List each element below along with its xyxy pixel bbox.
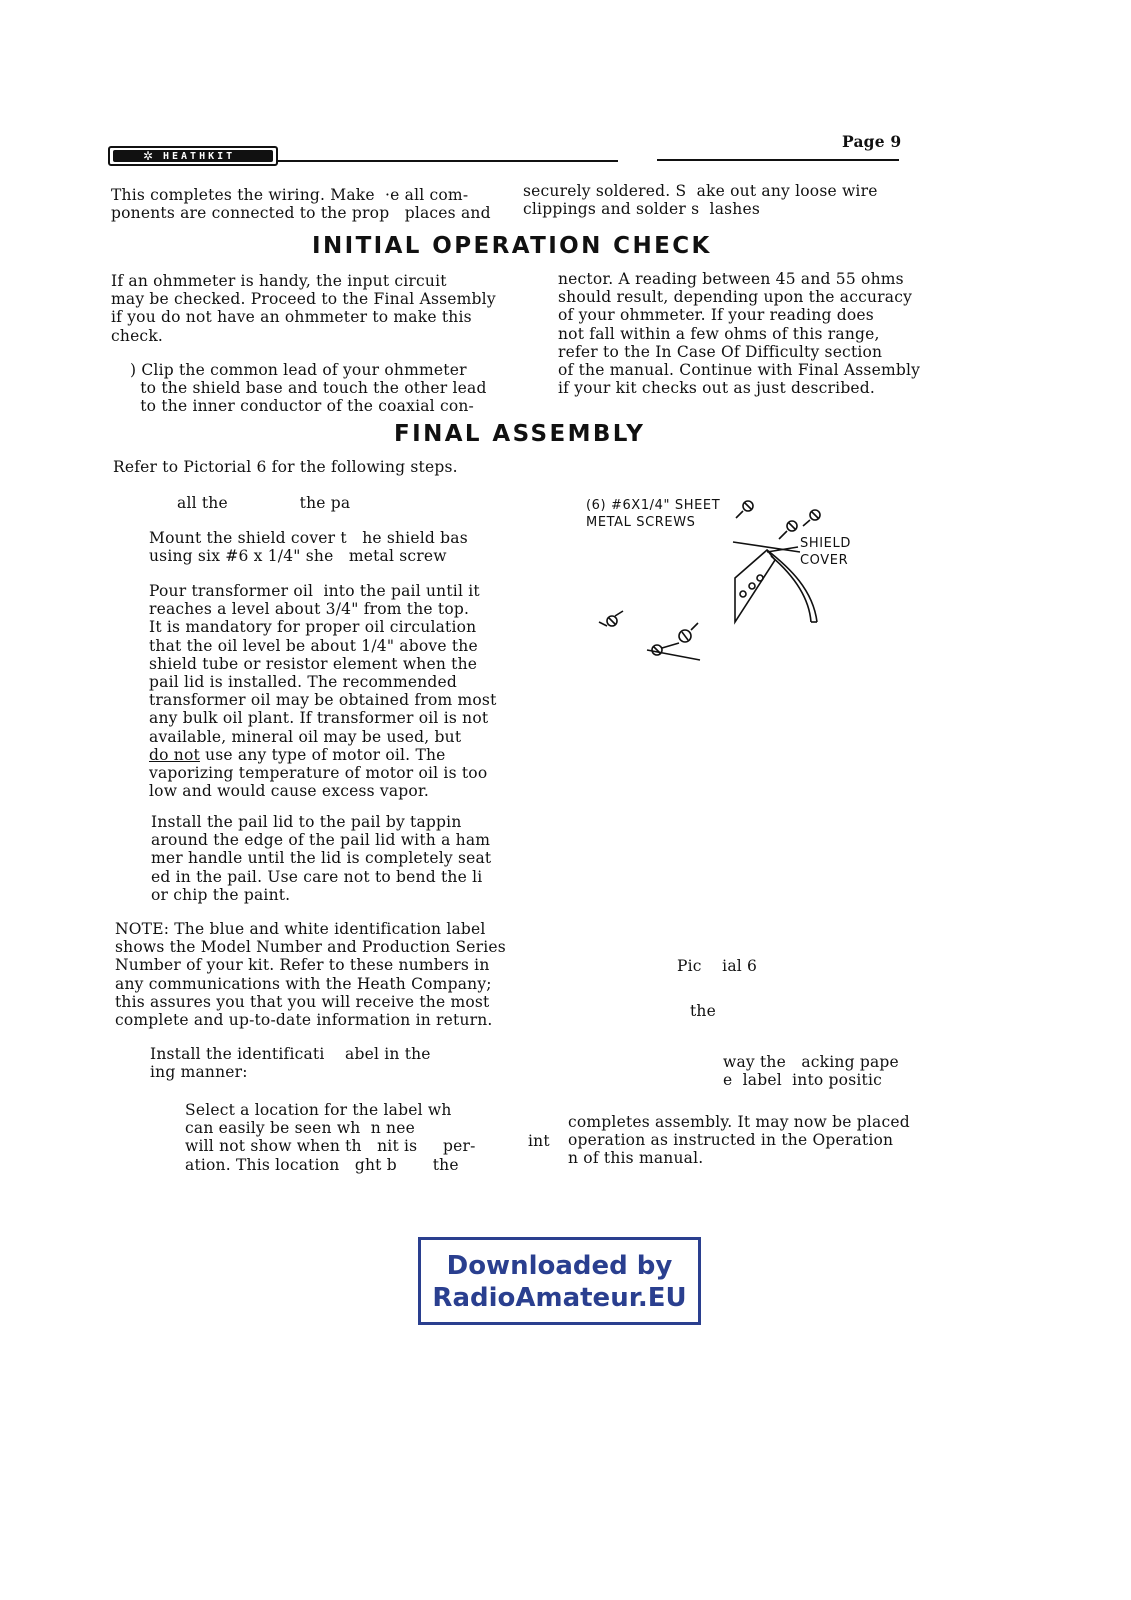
header-rule-left: [278, 160, 618, 162]
text-line: should result, depending upon the accuracy: [558, 288, 913, 307]
text-line: NOTE: The blue and white identification label: [115, 920, 486, 938]
text-line: pail lid is installed. The recommended: [149, 673, 458, 692]
text-line: clippings and solder s lashes: [523, 200, 761, 219]
text-line: securely soldered. S ake out any loose wire: [523, 182, 878, 200]
page-number: Page 9: [842, 132, 902, 151]
pictorial-6-drawing: [585, 490, 845, 690]
heathkit-logo: [108, 146, 278, 166]
screw-icon: [803, 510, 820, 526]
text-line: available, mineral oil may be used, but: [149, 727, 462, 746]
text-line: transformer oil may be obtained from most: [149, 691, 497, 710]
watermark-line-1: Downloaded by: [446, 1251, 673, 1281]
text-line: vaporizing temperature of motor oil is too: [149, 764, 488, 783]
text-line: This completes the wiring. Make ·e all com-: [111, 186, 469, 204]
right-end-paragraph: [568, 1113, 910, 1168]
text-line: all the the pa: [177, 494, 351, 512]
text-line: Number of your kit. Refer to these numbers in: [115, 956, 490, 975]
text-line: ponents are connected to the prop places and: [111, 204, 491, 223]
step-mount-cover: [149, 529, 468, 565]
initial-check-heading: INITIAL OPERATION CHECK: [312, 233, 712, 259]
label-line: METAL SCREWS: [586, 515, 696, 530]
text-line: may be checked. Proceed to the Final Assembly: [111, 290, 496, 309]
note-paragraph: [115, 920, 506, 1029]
text-line: of the manual. Continue with Final Assembly: [558, 361, 921, 380]
heathkit-emblem-icon: ✲: [143, 149, 154, 163]
refer-line: Refer to Pictorial 6 for the following steps.: [113, 458, 458, 476]
download-watermark: [418, 1237, 701, 1325]
right-end-prefix: int: [528, 1132, 550, 1150]
text-line: around the edge of the pail lid with a ham: [151, 831, 491, 850]
text-line: to the inner conductor of the coaxial con-: [130, 397, 474, 416]
logo-text: HEATHKIT: [163, 151, 236, 162]
underlined-text: do not: [149, 745, 200, 764]
text-line: Select a location for the label wh: [185, 1101, 452, 1119]
intro-right: [523, 182, 878, 218]
text-line: shows the Model Number and Production Series: [115, 938, 506, 957]
text-line: Pour transformer oil into the pail until it: [149, 582, 480, 600]
text-line: or chip the paint.: [151, 885, 291, 904]
text-line: It is mandatory for proper oil circulation: [149, 618, 477, 637]
text-line: ing manner:: [150, 1063, 248, 1082]
text-line: refer to the In Case Of Difficulty section: [558, 342, 883, 361]
label-line: COVER: [800, 553, 849, 568]
text-line: Install the pail lid to the pail by tappin: [151, 813, 462, 831]
text-line: to the shield base and touch the other lead: [130, 379, 487, 398]
text-line: reaches a level about 3/4" from the top.: [149, 600, 470, 619]
text-line: completes assembly. It may now be placed: [568, 1113, 910, 1131]
screw-icon: [647, 645, 700, 660]
text-line: complete and up-to-date information in return.: [115, 1011, 493, 1030]
text-line: nector. A reading between 45 and 55 ohms: [558, 270, 904, 288]
text-line: [149, 746, 497, 764]
step-install-lid: [151, 813, 491, 904]
text-line: mer handle until the lid is completely seat: [151, 849, 492, 868]
text-line: using six #6 x 1/4" she metal screw: [149, 547, 447, 566]
text-line: can easily be seen wh n nee: [185, 1119, 415, 1138]
right-fragment-label: [723, 1053, 899, 1089]
screw-icon: [662, 623, 698, 648]
text-line: this assures you that you will receive the most: [115, 992, 490, 1011]
text-line: if you do not have an ohmmeter to make this: [111, 308, 472, 327]
text-line: way the acking pape: [723, 1053, 899, 1071]
figure-caption: Pic ial 6: [677, 957, 758, 975]
text-line: n of this manual.: [568, 1149, 704, 1168]
text-line: that the oil level be about 1/4" above the: [149, 636, 478, 655]
text-line: low and would cause excess vapor.: [149, 782, 429, 801]
text-line: not fall within a few ohms of this range,: [558, 324, 880, 343]
text-line: Install the identificati abel in the: [150, 1045, 431, 1063]
text-line: will not show when th nit is per-: [185, 1137, 476, 1156]
screw-icon: [779, 521, 797, 539]
header-rule-right: [657, 159, 899, 161]
text-line: any bulk oil plant. If transformer oil is not: [149, 709, 489, 728]
right-fragment-the: the: [690, 1002, 716, 1020]
step-pour-oil: [149, 582, 497, 800]
text-line: any communications with the Heath Company;: [115, 974, 492, 993]
substep-select-location: [185, 1101, 476, 1174]
step-0: [177, 494, 350, 512]
intro-left: [111, 186, 491, 222]
text-line: shield tube or resistor element when the: [149, 654, 478, 673]
text-span: use any type of motor oil. The: [199, 745, 446, 764]
text-line: check.: [111, 326, 164, 345]
ohmmeter-step: [130, 361, 487, 416]
text-line: Mount the shield cover t he shield bas: [149, 529, 468, 547]
initial-check-left-para: [111, 272, 496, 345]
text-line: of your ohmmeter. If your reading does: [558, 306, 874, 325]
text-line: ) Clip the common lead of your ohmmeter: [130, 361, 467, 379]
final-assembly-heading: FINAL ASSEMBLY: [394, 421, 646, 447]
text-line: ation. This location ght b the: [185, 1155, 459, 1174]
text-line: ed in the pail. Use care not to bend the li: [151, 867, 483, 886]
label-line: (6) #6X1/4" SHEET: [586, 498, 721, 513]
text-line: e label into positic: [723, 1071, 882, 1090]
screw-icon: [599, 611, 623, 626]
text-line: If an ohmmeter is handy, the input circuit: [111, 272, 447, 290]
step-install-label: [150, 1045, 431, 1081]
text-line: if your kit checks out as just described.: [558, 379, 876, 398]
label-line: SHIELD: [800, 536, 851, 551]
initial-check-right-para: [558, 270, 920, 397]
screw-icon: [736, 501, 753, 518]
watermark-line-2: RadioAmateur.EU: [432, 1283, 687, 1313]
text-line: operation as instructed in the Operation: [568, 1131, 894, 1150]
